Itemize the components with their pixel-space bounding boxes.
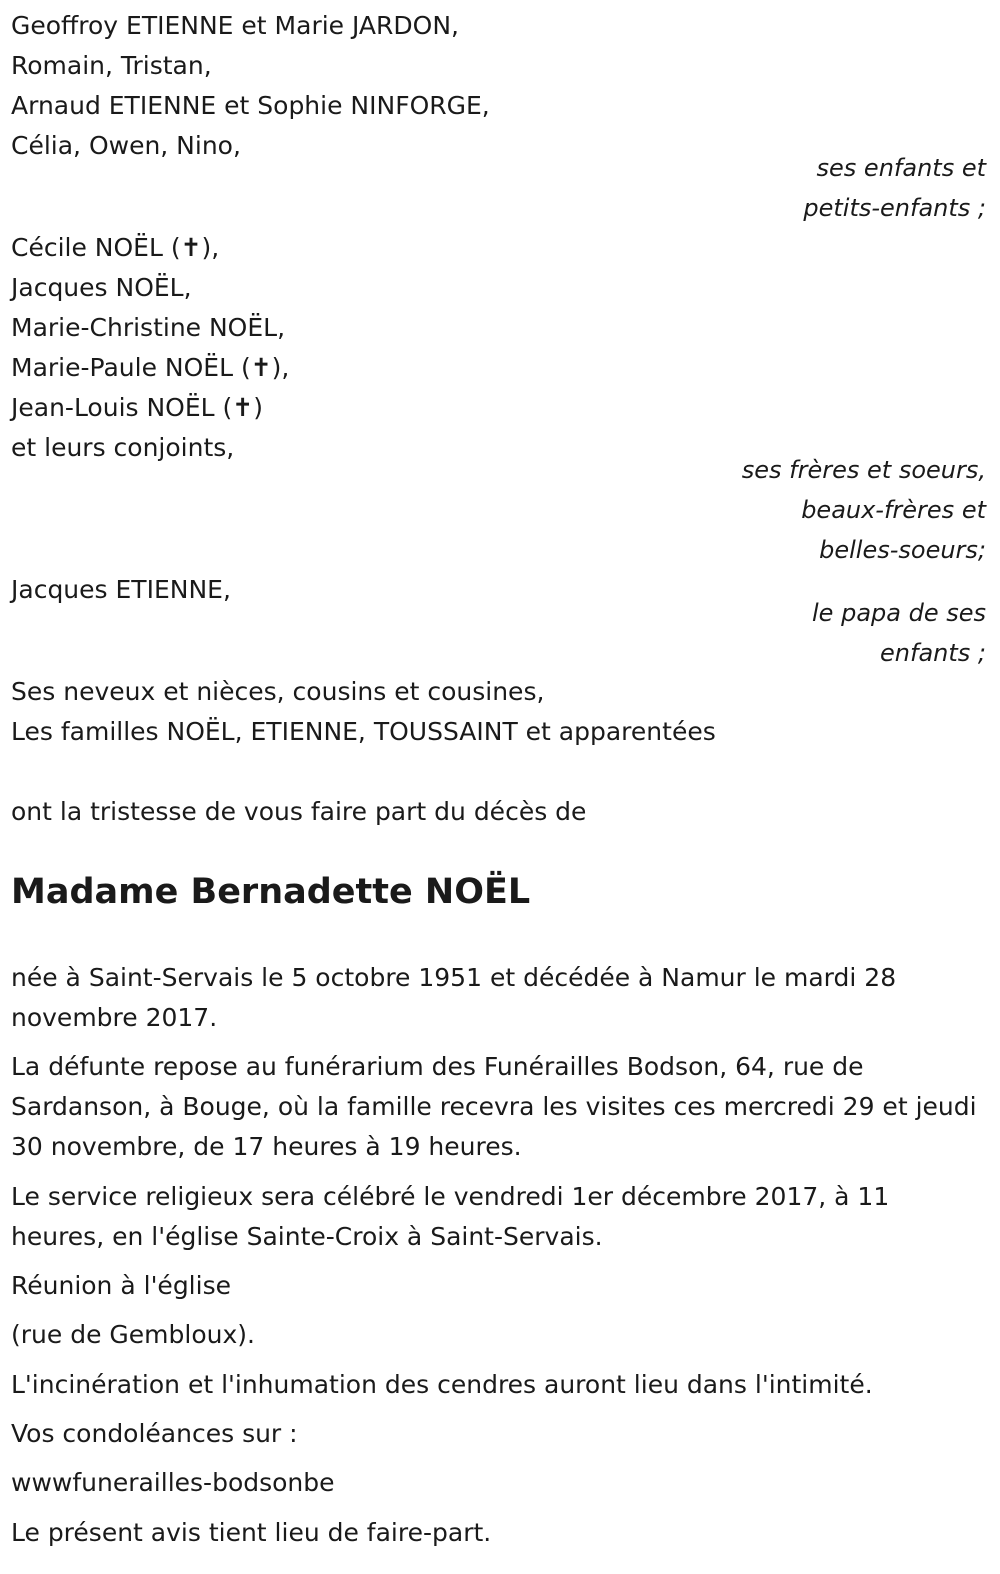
relation-label: beaux-frères et	[801, 496, 986, 524]
family-line: Romain, Tristan,	[11, 51, 212, 80]
sibling-line: Marie-Christine NOËL,	[11, 313, 286, 342]
father-line: Jacques ETIENNE,	[11, 575, 231, 604]
funerarium-paragraph: La défunte repose au funérarium des Funérailles Bodson, 64, rue de Sardanson, à Bouge, où la famille recevra les visites ces mercredi 29 et jeudi 30 novembre, de 17 heures à 19 heures.	[11, 1052, 977, 1161]
family-line: Arnaud ETIENNE et Sophie NINFORGE,	[11, 91, 490, 120]
extended-family-line: Les familles NOËL, ETIENNE, TOUSSAINT et apparentées	[11, 717, 716, 746]
family-line: Geoffroy ETIENNE et Marie JARDON,	[11, 11, 459, 40]
meeting-paragraph: Réunion à l'église	[11, 1271, 231, 1300]
deceased-name: Madame Bernadette NOËL	[11, 872, 531, 912]
announcement-text: ont la tristesse de vous faire part du décès de	[11, 797, 587, 826]
family-line: Célia, Owen, Nino,	[11, 131, 241, 160]
relation-label: belles-soeurs;	[819, 536, 986, 564]
address-paragraph: (rue de Gembloux).	[11, 1320, 255, 1349]
sibling-line: et leurs conjoints,	[11, 433, 235, 462]
sibling-line: Jacques NOËL,	[11, 273, 192, 302]
birth-death-paragraph: née à Saint-Servais le 5 octobre 1951 et décédée à Namur le mardi 28 novembre 2017.	[11, 963, 897, 1032]
website-text: wwwfunerailles-bodsonbe	[11, 1468, 335, 1497]
service-paragraph: Le service religieux sera célébré le vendredi 1er décembre 2017, à 11 heures, en l'église Sainte-Croix à Saint-Servais.	[11, 1182, 890, 1251]
condolences-paragraph: Vos condoléances sur :	[11, 1419, 298, 1448]
relation-label: enfants ;	[880, 639, 986, 667]
cremation-paragraph: L'incinération et l'inhumation des cendres auront lieu dans l'intimité.	[11, 1370, 873, 1399]
sibling-line: Jean-Louis NOËL (✝)	[11, 393, 263, 422]
sibling-line: Marie-Paule NOËL (✝),	[11, 353, 290, 382]
relation-label: ses enfants et	[816, 154, 986, 182]
sibling-line: Cécile NOËL (✝),	[11, 233, 220, 262]
relation-label: le papa de ses	[812, 599, 986, 627]
relation-label: ses frères et soeurs,	[741, 456, 986, 484]
extended-family-line: Ses neveux et nièces, cousins et cousines,	[11, 677, 545, 706]
notice-paragraph: Le présent avis tient lieu de faire-part.	[11, 1518, 492, 1547]
relation-label: petits-enfants ;	[803, 194, 986, 222]
